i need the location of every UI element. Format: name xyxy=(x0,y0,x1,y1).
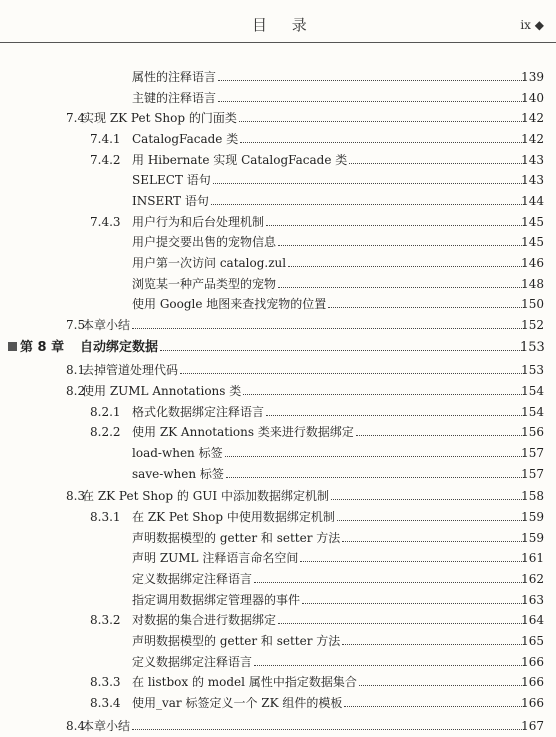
entry-title: 实现 ZK Pet Shop 的门面类 xyxy=(82,111,237,125)
dot-leader xyxy=(349,153,524,164)
entry-page-number: 154 xyxy=(521,405,544,419)
section-number: 7.4.2 xyxy=(90,153,121,167)
entry-title: 定义数据绑定注释语言 xyxy=(132,572,253,586)
toc-entry xyxy=(0,107,556,129)
toc-entry xyxy=(0,692,556,714)
entry-title: 用 Hibernate 实现 CatalogFacade 类 xyxy=(132,153,348,167)
toc-entry xyxy=(0,568,556,590)
page-title: 目 录 xyxy=(252,16,317,34)
dot-leader xyxy=(300,551,524,562)
section-number: 8.4 xyxy=(66,719,86,733)
entry-title: 使用_var 标签定义一个 ZK 组件的模板 xyxy=(132,696,343,710)
dot-leader xyxy=(160,340,524,351)
section-number: 8.3.2 xyxy=(90,613,121,627)
entry-title: 在 ZK Pet Shop 中使用数据绑定机制 xyxy=(132,510,335,524)
dot-leader xyxy=(239,111,524,122)
section-number: 8.3.1 xyxy=(90,510,121,524)
entry-page-number: 159 xyxy=(521,531,544,545)
header-divider xyxy=(0,42,556,43)
dot-leader xyxy=(254,655,524,666)
entry-title: 使用 ZK Annotations 类来进行数据绑定 xyxy=(132,425,354,439)
toc-entry xyxy=(0,149,556,171)
entry-page-number: 152 xyxy=(521,318,544,332)
dot-leader xyxy=(337,510,524,521)
entry-page-number: 154 xyxy=(521,384,544,398)
toc-entry xyxy=(0,442,556,464)
entry-title: 使用 ZUML Annotations 类 xyxy=(82,384,242,398)
entry-page-number: 142 xyxy=(521,132,544,146)
entry-page-number: 166 xyxy=(521,655,544,669)
entry-page-number: 150 xyxy=(521,297,544,311)
dot-leader xyxy=(331,489,524,500)
entry-title: CatalogFacade 类 xyxy=(132,132,239,146)
page-header xyxy=(0,0,556,52)
section-number: 8.1 xyxy=(66,363,86,377)
toc-entry xyxy=(0,651,556,673)
dot-leader xyxy=(254,572,524,583)
entry-title: 用户第一次访问 catalog.zul xyxy=(132,256,287,270)
entry-page-number: 139 xyxy=(521,70,544,84)
toc-entry xyxy=(0,128,556,150)
dot-leader xyxy=(278,277,524,288)
entry-title: 本章小结 xyxy=(82,719,131,733)
entry-title: 定义数据绑定注释语言 xyxy=(132,655,253,669)
entry-page-number: 158 xyxy=(521,489,544,503)
entry-title: 使用 Google 地图来查找宠物的位置 xyxy=(132,297,327,311)
entry-page-number: 157 xyxy=(521,446,544,460)
toc-entry xyxy=(0,231,556,253)
entry-title: 用户提交要出售的宠物信息 xyxy=(132,235,277,249)
toc-entry xyxy=(0,190,556,212)
dot-leader xyxy=(302,593,524,604)
dot-leader xyxy=(225,446,524,457)
entry-page-number: 146 xyxy=(521,256,544,270)
toc-entry xyxy=(0,547,556,569)
toc-entry xyxy=(0,401,556,423)
entry-page-number: 157 xyxy=(521,467,544,481)
dot-leader xyxy=(278,235,524,246)
dot-leader xyxy=(344,696,524,707)
section-number: 7.5 xyxy=(66,318,86,332)
section-number: 7.4 xyxy=(66,111,86,125)
dot-leader xyxy=(218,70,524,81)
entry-title: 格式化数据绑定注释语言 xyxy=(132,405,265,419)
dot-leader xyxy=(218,91,524,102)
dot-leader xyxy=(211,194,524,205)
entry-page-number: 167 xyxy=(521,719,544,733)
entry-title: 声明 ZUML 注释语言命名空间 xyxy=(132,551,299,565)
entry-title: 去掉管道处理代码 xyxy=(82,363,179,377)
toc-entry xyxy=(0,273,556,295)
entry-page-number: 159 xyxy=(521,510,544,524)
entry-page-number: 162 xyxy=(521,572,544,586)
toc-entry xyxy=(0,485,556,507)
toc-entry xyxy=(0,463,556,485)
entry-page-number: 164 xyxy=(521,613,544,627)
entry-title: 在 listbox 的 model 属性中指定数据集合 xyxy=(132,675,357,689)
square-bullet-icon xyxy=(8,342,17,351)
entry-page-number: 166 xyxy=(521,696,544,710)
toc-entry xyxy=(0,211,556,233)
toc-entry xyxy=(0,671,556,693)
toc-entry xyxy=(0,87,556,109)
toc-entry xyxy=(0,314,556,336)
entry-title: load-when 标签 xyxy=(132,446,223,460)
entry-title: SELECT 语句 xyxy=(132,173,211,187)
entry-title: 用户行为和后台处理机制 xyxy=(132,215,265,229)
entry-page-number: 153 xyxy=(520,340,545,355)
toc-entry xyxy=(0,630,556,652)
entry-page-number: 166 xyxy=(521,675,544,689)
toc-entry xyxy=(0,715,556,737)
dot-leader xyxy=(132,318,524,329)
dot-leader xyxy=(213,173,524,184)
section-number: 8.2.2 xyxy=(90,425,121,439)
dot-leader xyxy=(342,634,524,645)
entry-title: 在 ZK Pet Shop 的 GUI 中添加数据绑定机制 xyxy=(82,489,329,503)
dot-leader xyxy=(356,425,524,436)
dot-leader xyxy=(243,384,524,395)
toc-entry xyxy=(0,609,556,631)
entry-page-number: 144 xyxy=(521,194,544,208)
toc-entry xyxy=(0,589,556,611)
section-number: 8.2.1 xyxy=(90,405,121,419)
entry-title: 指定调用数据绑定管理器的事件 xyxy=(132,593,301,607)
section-number: 8.3.4 xyxy=(90,696,121,710)
section-number: 8.3.3 xyxy=(90,675,121,689)
dot-leader xyxy=(266,405,524,416)
entry-page-number: 143 xyxy=(521,153,544,167)
section-number: 8.2 xyxy=(66,384,86,398)
entry-title: 本章小结 xyxy=(82,318,131,332)
page-number: ix ◆ xyxy=(520,18,544,32)
entry-page-number: 148 xyxy=(521,277,544,291)
section-number: 7.4.1 xyxy=(90,132,121,146)
entry-title: 声明数据模型的 getter 和 setter 方法 xyxy=(132,634,341,648)
entry-title: 浏览某一种产品类型的宠物 xyxy=(132,277,277,291)
entry-page-number: 153 xyxy=(521,363,544,377)
dot-leader xyxy=(342,531,524,542)
dot-leader xyxy=(278,613,524,624)
chapter-entry xyxy=(0,337,556,359)
entry-page-number: 156 xyxy=(521,425,544,439)
dot-leader xyxy=(288,256,524,267)
entry-title: 自动绑定数据 xyxy=(80,340,159,355)
dot-leader xyxy=(132,719,524,730)
dot-leader xyxy=(226,467,524,478)
entry-page-number: 145 xyxy=(521,235,544,249)
section-number: 8.3 xyxy=(66,489,86,503)
entry-page-number: 163 xyxy=(521,593,544,607)
toc-entry xyxy=(0,380,556,402)
toc-entry xyxy=(0,506,556,528)
dot-leader xyxy=(180,363,524,374)
toc-entry xyxy=(0,252,556,274)
dot-leader xyxy=(240,132,524,143)
entry-page-number: 165 xyxy=(521,634,544,648)
entry-page-number: 145 xyxy=(521,215,544,229)
toc-entry xyxy=(0,293,556,315)
toc-entry xyxy=(0,169,556,191)
entry-title: 对数据的集合进行数据绑定 xyxy=(132,613,277,627)
dot-leader xyxy=(266,215,524,226)
entry-title: 属性的注释语言 xyxy=(132,70,217,84)
entry-page-number: 140 xyxy=(521,91,544,105)
entry-title: INSERT 语句 xyxy=(132,194,209,208)
entry-page-number: 143 xyxy=(521,173,544,187)
entry-page-number: 161 xyxy=(521,551,544,565)
toc-entry xyxy=(0,66,556,88)
toc-entry xyxy=(0,527,556,549)
dot-leader xyxy=(328,297,524,308)
entry-page-number: 142 xyxy=(521,111,544,125)
toc-entry xyxy=(0,359,556,381)
dot-leader xyxy=(359,675,524,686)
section-number: 7.4.3 xyxy=(90,215,121,229)
entry-title: 主键的注释语言 xyxy=(132,91,217,105)
entry-title: 声明数据模型的 getter 和 setter 方法 xyxy=(132,531,341,545)
chapter-number: 第 8 章 xyxy=(8,337,64,359)
toc-entry xyxy=(0,421,556,443)
entry-title: save-when 标签 xyxy=(132,467,224,481)
